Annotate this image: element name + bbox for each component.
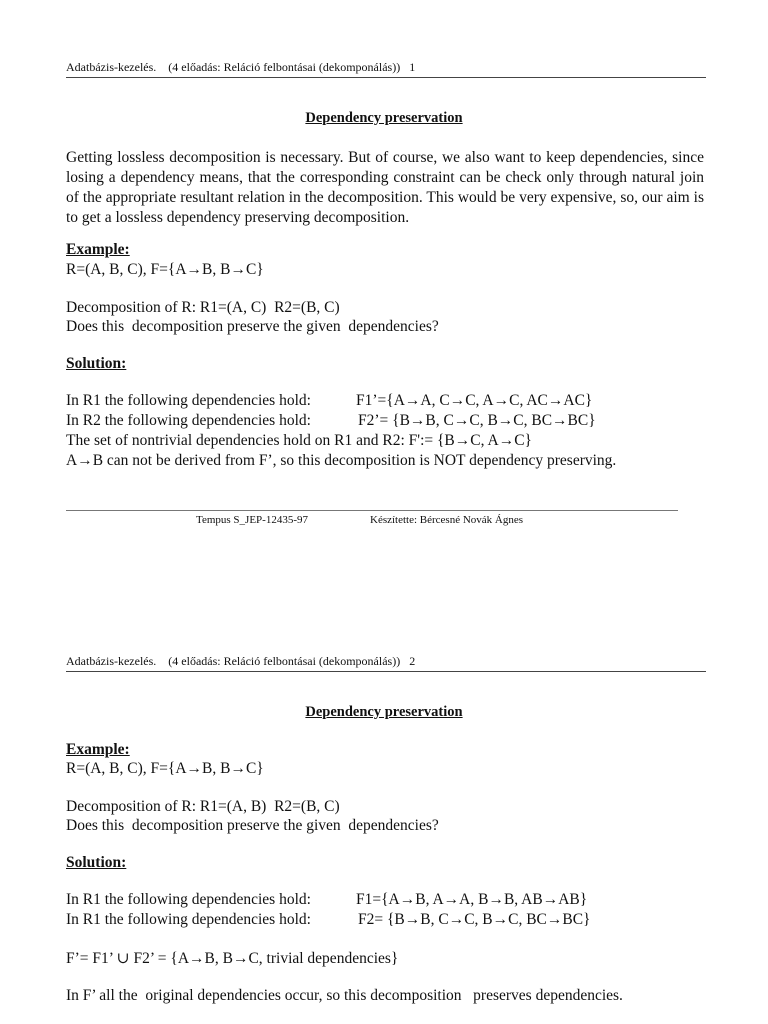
page1-r1-dependencies-label: In R1 the following dependencies hold: bbox=[66, 392, 311, 409]
page1-f1-set: F1’={A→A, C→C, A→C, AC→AC} bbox=[356, 392, 593, 409]
page1-decomposition: Decomposition of R: R1=(A, C) R2=(B, C) bbox=[66, 299, 340, 316]
page1-title: Dependency preservation bbox=[305, 110, 463, 126]
page2-example-label: Example: bbox=[66, 741, 130, 758]
page1-f2-set: F2’= {B→B, C→C, B→C, BC→BC} bbox=[358, 412, 596, 429]
page1-intro: Getting lossless decomposition is necessary. But of course, we also want to keep dependencies, since losing a dependency means, that the corresponding constraint can be check only through natural join of the appropriate resultant relation in the decomposition. This would be very expensive, so, our aim is to get a lossless dependency preserving decomposition. bbox=[66, 149, 704, 226]
page2-decomposition: Decomposition of R: R1=(A, B) R2=(B, C) bbox=[66, 798, 340, 815]
page2-title: Dependency preservation bbox=[305, 704, 463, 720]
page2-solution-label: Solution: bbox=[66, 854, 127, 871]
page2-union: F’= F1’ ∪ F2’ = {A→B, B→C, trivial dependencies} bbox=[66, 950, 399, 967]
page2-header: Adatbázis-kezelés. (4 előadás: Reláció felbontásai (dekomponálás)) 2 bbox=[66, 654, 706, 672]
page2-r1-dependencies-label: In R1 the following dependencies hold: bbox=[66, 891, 311, 908]
page1-footer-divider bbox=[66, 510, 678, 511]
page1-question: Does this decomposition preserve the given dependencies? bbox=[66, 318, 439, 335]
page2-f2-set: F2= {B→B, C→C, B→C, BC→BC} bbox=[358, 911, 591, 928]
page1-nontrivial-set: The set of nontrivial dependencies hold on R1 and R2: F':= {B→C, A→C} bbox=[66, 432, 532, 449]
page1-example-label: Example: bbox=[66, 241, 130, 258]
page1-conclusion: A→B can not be derived from F’, so this decomposition is NOT dependency preserving. bbox=[66, 452, 617, 469]
page1-r2-dependencies-label: In R2 the following dependencies hold: bbox=[66, 412, 311, 429]
page1-footer-author: Készítette: Bércesné Novák Ágnes bbox=[370, 514, 524, 526]
page2-r1-dependencies-label-2: In R1 the following dependencies hold: bbox=[66, 911, 311, 928]
page2-f1-set: F1={A→B, A→A, B→B, AB→AB} bbox=[356, 891, 588, 908]
page1-solution-label: Solution: bbox=[66, 355, 127, 372]
page1-footer-project: Tempus S_JEP-12435-97 bbox=[196, 514, 308, 526]
page2-conclusion: In F’ all the original dependencies occur, so this decomposition preserves dependencies. bbox=[66, 987, 623, 1004]
page1-header: Adatbázis-kezelés. (4 előadás: Reláció felbontásai (dekomponálás)) 1 bbox=[66, 60, 706, 78]
page2-question: Does this decomposition preserve the given dependencies? bbox=[66, 817, 439, 834]
page1-relation: R=(A, B, C), F={A→B, B→C} bbox=[66, 261, 264, 278]
page2-relation: R=(A, B, C), F={A→B, B→C} bbox=[66, 760, 264, 777]
